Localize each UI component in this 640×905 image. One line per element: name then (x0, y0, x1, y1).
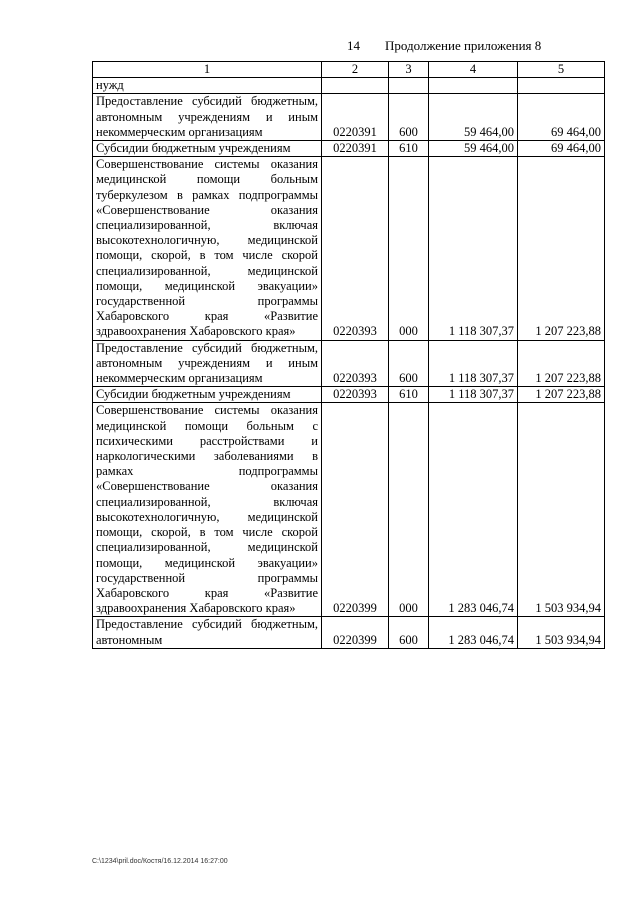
row-description: Субсидии бюджетным учреждениям (93, 141, 322, 157)
target-item-code: 0220399 (322, 617, 389, 648)
amount-2015: 1 118 307,37 (429, 157, 518, 340)
table-row (93, 94, 605, 141)
amount-2016 (518, 78, 605, 94)
amount-2016: 1 207 223,88 (518, 157, 605, 340)
amount-2016: 1 503 934,94 (518, 403, 605, 617)
continuation-label: Продолжение приложения 8 (385, 38, 542, 53)
table-row (93, 387, 605, 403)
file-path-footer: C:\1234\pril.doc/Костя/16.12.2014 16:27:00 (92, 858, 228, 865)
target-item-code (322, 78, 389, 94)
row-description: Предоставление субсидий бюджетным, автономным (93, 617, 322, 648)
amount-2015: 1 118 307,37 (429, 340, 518, 387)
expense-type-code: 610 (389, 387, 429, 403)
amount-2015: 59 464,00 (429, 94, 518, 141)
target-item-code: 0220399 (322, 403, 389, 617)
column-number-row (93, 62, 605, 78)
table-row (93, 141, 605, 157)
expense-type-code: 000 (389, 157, 429, 340)
budget-table (92, 61, 605, 649)
expense-type-code: 600 (389, 340, 429, 387)
expense-type-code: 600 (389, 617, 429, 648)
amount-2016: 69 464,00 (518, 94, 605, 141)
target-item-code: 0220393 (322, 387, 389, 403)
page-number: 14 (347, 38, 360, 53)
table-row (93, 157, 605, 340)
amount-2016: 1 503 934,94 (518, 617, 605, 648)
row-description: Предоставление субсидий бюджетным, автономным учреждениям и иным некоммерческим организациям (93, 94, 322, 141)
target-item-code: 0220391 (322, 141, 389, 157)
table-row (93, 617, 605, 648)
amount-2015 (429, 78, 518, 94)
amount-2016: 1 207 223,88 (518, 340, 605, 387)
amount-2015: 59 464,00 (429, 141, 518, 157)
target-item-code: 0220393 (322, 157, 389, 340)
column-number: 3 (389, 62, 429, 78)
amount-2015: 1 283 046,74 (429, 403, 518, 617)
column-number: 2 (322, 62, 389, 78)
target-item-code: 0220391 (322, 94, 389, 141)
amount-2015: 1 118 307,37 (429, 387, 518, 403)
target-item-code: 0220393 (322, 340, 389, 387)
row-description: Предоставление субсидий бюджетным, автономным учреждениям и иным некоммерческим организациям (93, 340, 322, 387)
expense-type-code: 600 (389, 94, 429, 141)
column-number: 5 (518, 62, 605, 78)
row-description: Субсидии бюджетным учреждениям (93, 387, 322, 403)
expense-type-code (389, 78, 429, 94)
table-row (93, 340, 605, 387)
row-description: Совершенствование системы оказания медицинской помощи больным с психическими расстройствами и наркологическими заболеваниями в рамках подпрограммы «Совершенствование оказания специализированной, включая высокотехнологичную, медицинской помощи, скорой, в том числе скорой специализированной, медицинской помощи, медицинской эвакуации» государственной программы Хабаровского края «Развитие здравоохранения Хабаровского края» (93, 403, 322, 617)
amount-2016: 1 207 223,88 (518, 387, 605, 403)
amount-2016: 69 464,00 (518, 141, 605, 157)
expense-type-code: 610 (389, 141, 429, 157)
table-row (93, 403, 605, 617)
column-number: 4 (429, 62, 518, 78)
column-number: 1 (93, 62, 322, 78)
expense-type-code: 000 (389, 403, 429, 617)
page-header (347, 38, 541, 54)
table-row (93, 78, 605, 94)
row-description: Совершенствование системы оказания медицинской помощи больным туберкулезом в рамках подпрограммы «Совершенствование оказания специализированной, включая высокотехнологичную, медицинской помощи, скорой, в том числе скорой специализированной, медицинской помощи, медицинской эвакуации» государственной программы Хабаровского края «Развитие здравоохранения Хабаровского края» (93, 157, 322, 340)
row-description: нужд (93, 78, 322, 94)
amount-2015: 1 283 046,74 (429, 617, 518, 648)
